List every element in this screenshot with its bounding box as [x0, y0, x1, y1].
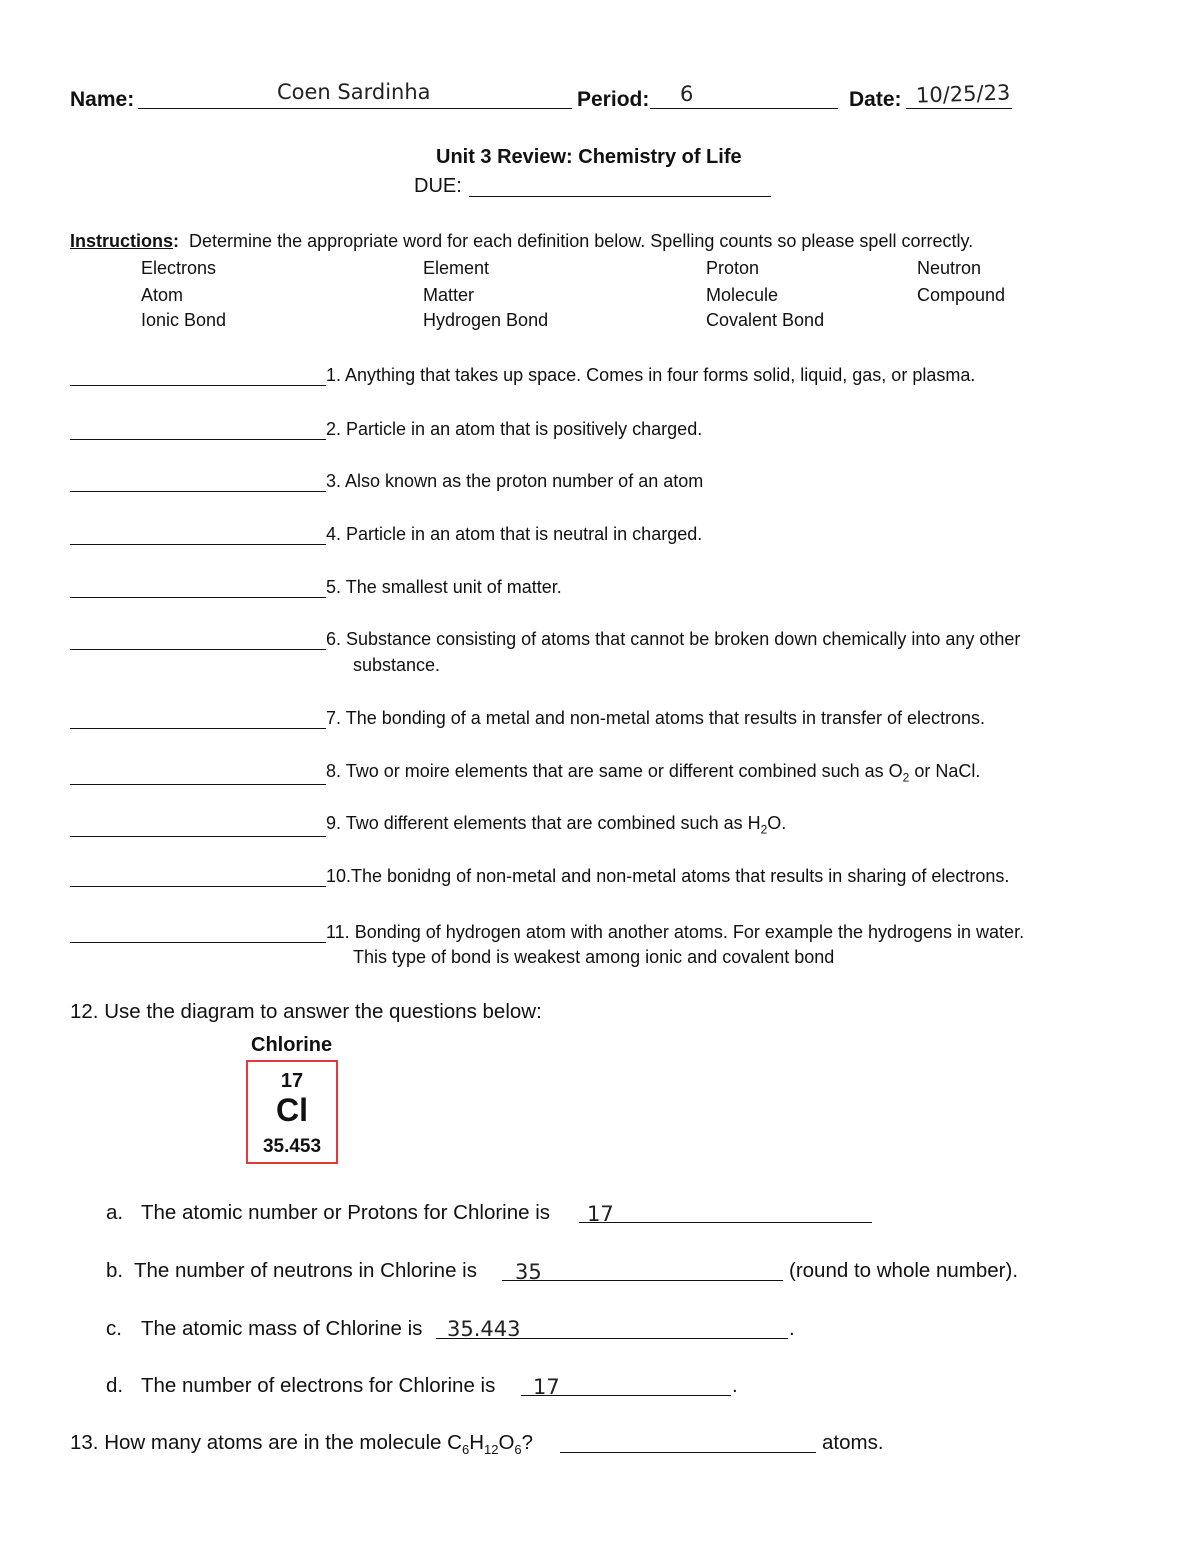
question-text-continued: substance.	[353, 655, 441, 675]
question-2	[70, 419, 702, 440]
date-field[interactable]: 10/25/23	[915, 80, 1011, 108]
word-bank-item: Molecule	[706, 285, 779, 305]
instructions: Instructions: Determine the appropriate word for each definition below. Spelling counts so please spell correctly.	[70, 231, 974, 251]
question-text: The bonidng of non-metal and non-metal atoms that results in sharing of electrons.	[351, 866, 1010, 886]
element-name: Chlorine	[251, 1034, 333, 1056]
question-text: Particle in an atom that is neutral in charged.	[346, 524, 703, 544]
part-letter: d.	[106, 1374, 124, 1397]
question-text: Also known as the proton number of an atom	[345, 471, 704, 491]
subscript: 2	[760, 822, 768, 837]
question-13	[70, 1431, 533, 1457]
question-12-heading: 12. Use the diagram to answer the questions below:	[70, 1000, 542, 1023]
subscript: 6	[514, 1442, 522, 1458]
answer-blank-7[interactable]	[70, 710, 326, 729]
name-field[interactable]: Coen Sardinha	[277, 80, 431, 104]
period-label: Period:	[577, 88, 650, 111]
period-line	[650, 108, 838, 109]
question-number: 1.	[326, 365, 342, 385]
part-letter: a.	[106, 1201, 124, 1224]
word-bank-item: Covalent Bond	[706, 310, 825, 330]
part-d-suffix: .	[732, 1374, 738, 1397]
part-letter: b.	[106, 1259, 124, 1282]
instructions-text: Determine the appropriate word for each definition below. Spelling counts so please spell correctly.	[189, 231, 974, 251]
answer-blank-2[interactable]	[70, 421, 326, 440]
part-a-text: The atomic number or Protons for Chlorine is	[141, 1201, 551, 1224]
word-bank-item: Element	[423, 258, 490, 278]
question-13-suffix: atoms.	[822, 1431, 884, 1454]
part-c-answer[interactable]: 35.443	[447, 1317, 521, 1341]
answer-blank-3[interactable]	[70, 473, 326, 492]
instructions-label: Instructions	[70, 231, 174, 251]
question-5	[70, 577, 562, 598]
periodic-table-tile	[246, 1060, 338, 1164]
part-a-line	[579, 1222, 872, 1223]
question-7	[70, 708, 985, 729]
question-6	[70, 629, 1020, 650]
question-number: 2.	[326, 419, 342, 439]
question-4	[70, 524, 702, 545]
period-field[interactable]: 6	[680, 82, 694, 106]
question-number: 7.	[326, 708, 342, 728]
question-text: Two different elements that are combined such as H	[345, 813, 761, 833]
question-text: O.	[767, 813, 787, 833]
word-bank-item: Electrons	[141, 258, 217, 278]
name-label: Name:	[70, 88, 135, 111]
question-9	[70, 813, 786, 837]
part-b-line	[502, 1280, 783, 1281]
question-text: ?	[521, 1431, 534, 1454]
question-number: 8.	[326, 761, 342, 781]
question-text: or NaCl.	[909, 761, 981, 781]
atomic-number: 17	[280, 1070, 304, 1092]
answer-blank-6[interactable]	[70, 631, 326, 650]
part-letter: c.	[106, 1317, 122, 1340]
subscript: 2	[902, 770, 910, 785]
name-line	[138, 108, 572, 109]
question-text: 13. How many atoms are in the molecule C	[70, 1431, 462, 1454]
atomic-mass: 35.453	[262, 1136, 322, 1157]
question-11	[70, 922, 1024, 943]
part-c-suffix: .	[789, 1317, 795, 1340]
answer-blank-4[interactable]	[70, 526, 326, 545]
part-b-suffix: (round to whole number).	[789, 1259, 1019, 1282]
question-1	[70, 365, 975, 386]
answer-blank-9[interactable]	[70, 818, 326, 837]
page-title: Unit 3 Review: Chemistry of Life	[436, 146, 742, 168]
due-label: DUE:	[414, 175, 462, 197]
word-bank-item: Compound	[917, 285, 1006, 305]
question-text: The bonding of a metal and non-metal atoms that results in transfer of electrons.	[345, 708, 986, 728]
question-13-blank[interactable]	[560, 1452, 816, 1453]
question-text: O	[498, 1431, 515, 1454]
due-line[interactable]	[469, 196, 771, 197]
question-text-continued: This type of bond is weakest among ionic and covalent bond	[353, 947, 835, 967]
element-symbol: Cl	[276, 1092, 308, 1128]
part-c-text: The atomic mass of Chlorine is	[141, 1317, 423, 1340]
date-line	[906, 108, 1012, 109]
question-number: 5.	[326, 577, 342, 597]
word-bank-item: Atom	[141, 285, 184, 305]
word-bank-item: Neutron	[917, 258, 982, 278]
date-label: Date:	[849, 88, 902, 111]
question-number: 3.	[326, 471, 342, 491]
word-bank-item: Proton	[706, 258, 760, 278]
part-d-text: The number of electrons for Chlorine is	[141, 1374, 496, 1397]
question-10	[70, 866, 1009, 887]
question-number: 9.	[326, 813, 342, 833]
question-number: 6.	[326, 629, 342, 649]
subscript: 12	[484, 1442, 499, 1458]
part-a-answer[interactable]: 17	[587, 1202, 614, 1226]
answer-blank-5[interactable]	[70, 579, 326, 598]
question-number: 11.	[326, 922, 350, 942]
question-8	[70, 761, 980, 785]
question-number: 4.	[326, 524, 342, 544]
question-number: 10.	[326, 866, 352, 886]
answer-blank-8[interactable]	[70, 766, 326, 785]
word-bank-item: Ionic Bond	[141, 310, 227, 330]
question-text: H	[469, 1431, 484, 1454]
part-b-text: The number of neutrons in Chlorine is	[134, 1259, 477, 1282]
part-b-answer[interactable]: 35	[515, 1260, 542, 1284]
subscript: 6	[461, 1442, 470, 1458]
answer-blank-11[interactable]	[70, 924, 326, 943]
question-text: The smallest unit of matter.	[345, 577, 562, 597]
question-text: Anything that takes up space. Comes in four forms solid, liquid, gas, or plasma.	[345, 365, 976, 385]
word-bank-item: Hydrogen Bond	[423, 310, 549, 330]
answer-blank-10[interactable]	[70, 868, 326, 887]
part-d-answer[interactable]: 17	[533, 1375, 560, 1399]
answer-blank-1[interactable]	[70, 367, 326, 386]
question-3	[70, 471, 703, 492]
question-text: Particle in an atom that is positively charged.	[346, 419, 703, 439]
question-text: Two or moire elements that are same or different combined such as O	[345, 761, 903, 781]
question-text: Bonding of hydrogen atom with another atoms. For example the hydrogens in water.	[349, 922, 1025, 942]
word-bank-item: Matter	[423, 285, 475, 305]
question-text: Substance consisting of atoms that cannot be broken down chemically into any other	[346, 629, 1021, 649]
